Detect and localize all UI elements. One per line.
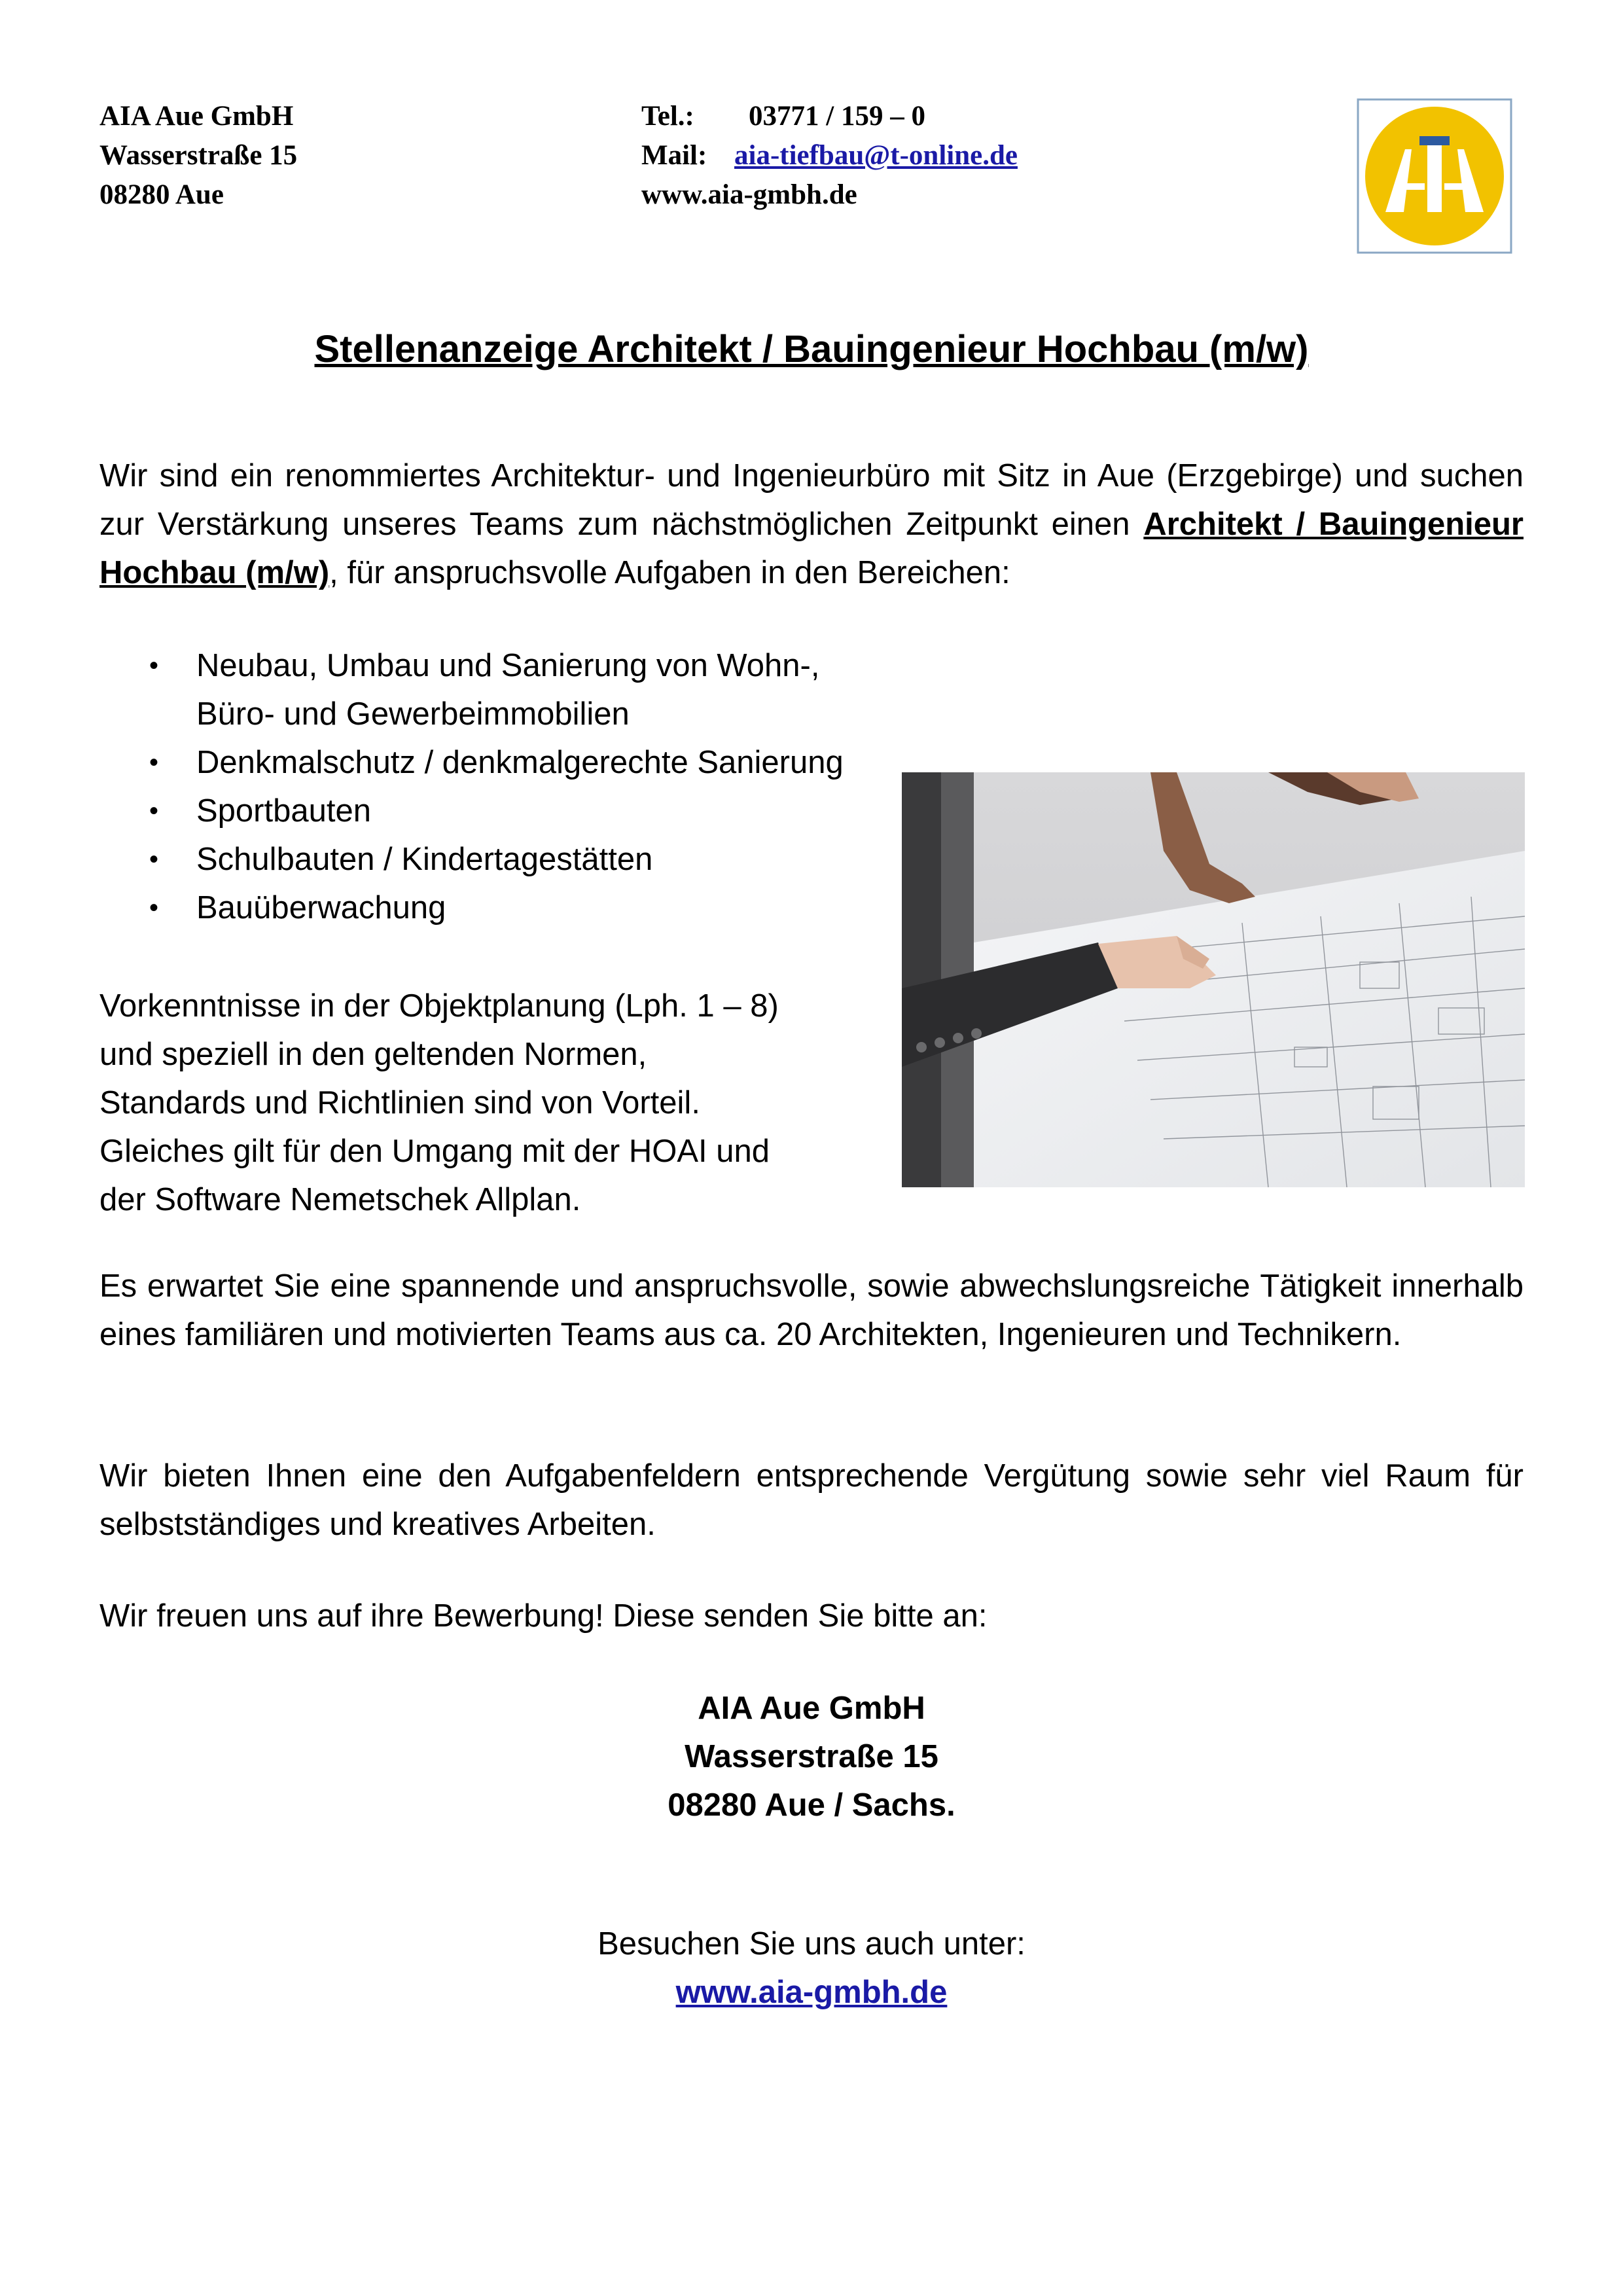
expect-paragraph: Es erwartet Sie eine spannende und anspruchsvolle, sowie abwechslungsreiche Tätigkeit innerhalb eines familiären und motivierten Teams aus ca. 20 Architekten, Ingenieuren und Technikern. [99,1268,1524,1352]
sender-city: 08280 Aue [99,179,224,210]
visit-section [0,1920,1623,2017]
list-item: • Denkmalschutz / denkmalgerechte Sanierung [99,738,885,787]
mail-link[interactable]: aia-tiefbau@t-online.de [734,140,1018,171]
sender-company: AIA Aue GmbH [99,101,294,132]
list-item: • Neubau, Umbau und Sanierung von Wohn-, Büro- und Gewerbeimmobilien [99,641,885,738]
intro-text-before: Wir sind ein renommiertes Architektur- und Ingenieurbüro mit Sitz in Aue (Erzgebirge) und suchen zur Verstärkung unseres Teams zum nächstmöglichen Zeitpunkt einen [99,458,1524,542]
logo-text: AIA [1435,250,1436,251]
knowledge-paragraph: Vorkenntnisse in der Objektplanung (Lph. 1 – 8) und speziell in den geltenden Normen, Standards und Richtlinien sind von Vorteil. Gleiches gilt für den Umgang mit der HOAI und der Software Nemetschek Allplan. [99,988,779,1217]
list-item: • Bauüberwachung [99,884,885,932]
bullet-icon: • [149,893,159,922]
mail-label: Mail: [641,140,707,171]
bullet-icon: • [149,797,159,825]
contact-mail [641,136,1018,175]
intro-paragraph [99,452,1524,597]
apply-paragraph: Wir freuen uns auf ihre Bewerbung! Diese senden Sie bitte an: [99,1598,988,1634]
blueprint-photo [902,772,1525,1187]
intro-text-after: , für anspruchsvolle Aufgaben in den Bereichen: [329,555,1010,590]
bullet-icon: • [149,651,159,680]
offer-paragraph: Wir bieten Ihnen eine den Aufgabenfeldern entsprechende Vergütung sowie sehr viel Raum für selbstständiges und kreatives Arbeiten. [99,1458,1524,1542]
contact-phone [641,97,1018,136]
list-item: • Sportbauten [99,787,885,835]
address-city: 08280 Aue / Sachs. [668,1787,955,1823]
website-link[interactable]: www.aia-gmbh.de [675,1975,948,2010]
bullet-icon: • [149,748,159,777]
phone-label: Tel.: [641,101,694,132]
phone-value: 03771 / 159 – 0 [749,101,925,132]
application-address [0,1684,1623,1829]
bullet-icon: • [149,845,159,874]
sender-address [99,97,297,215]
intro-position: Architekt / Bauingenieur Hochbau (m/w) [99,507,1524,590]
page-title: Stellenanzeige Architekt / Bauingenieur Hochbau (m/w) [314,328,1309,370]
address-company: AIA Aue GmbH [698,1691,925,1726]
address-street: Wasserstraße 15 [685,1739,938,1774]
company-logo [1357,98,1512,254]
areas-list [99,641,885,932]
list-item: • Schulbauten / Kindertagestätten [99,835,885,884]
contact-block [641,97,1018,215]
visit-text: Besuchen Sie uns auch unter: [597,1926,1026,1962]
sender-street: Wasserstraße 15 [99,140,298,171]
contact-web: www.aia-gmbh.de [641,179,857,210]
